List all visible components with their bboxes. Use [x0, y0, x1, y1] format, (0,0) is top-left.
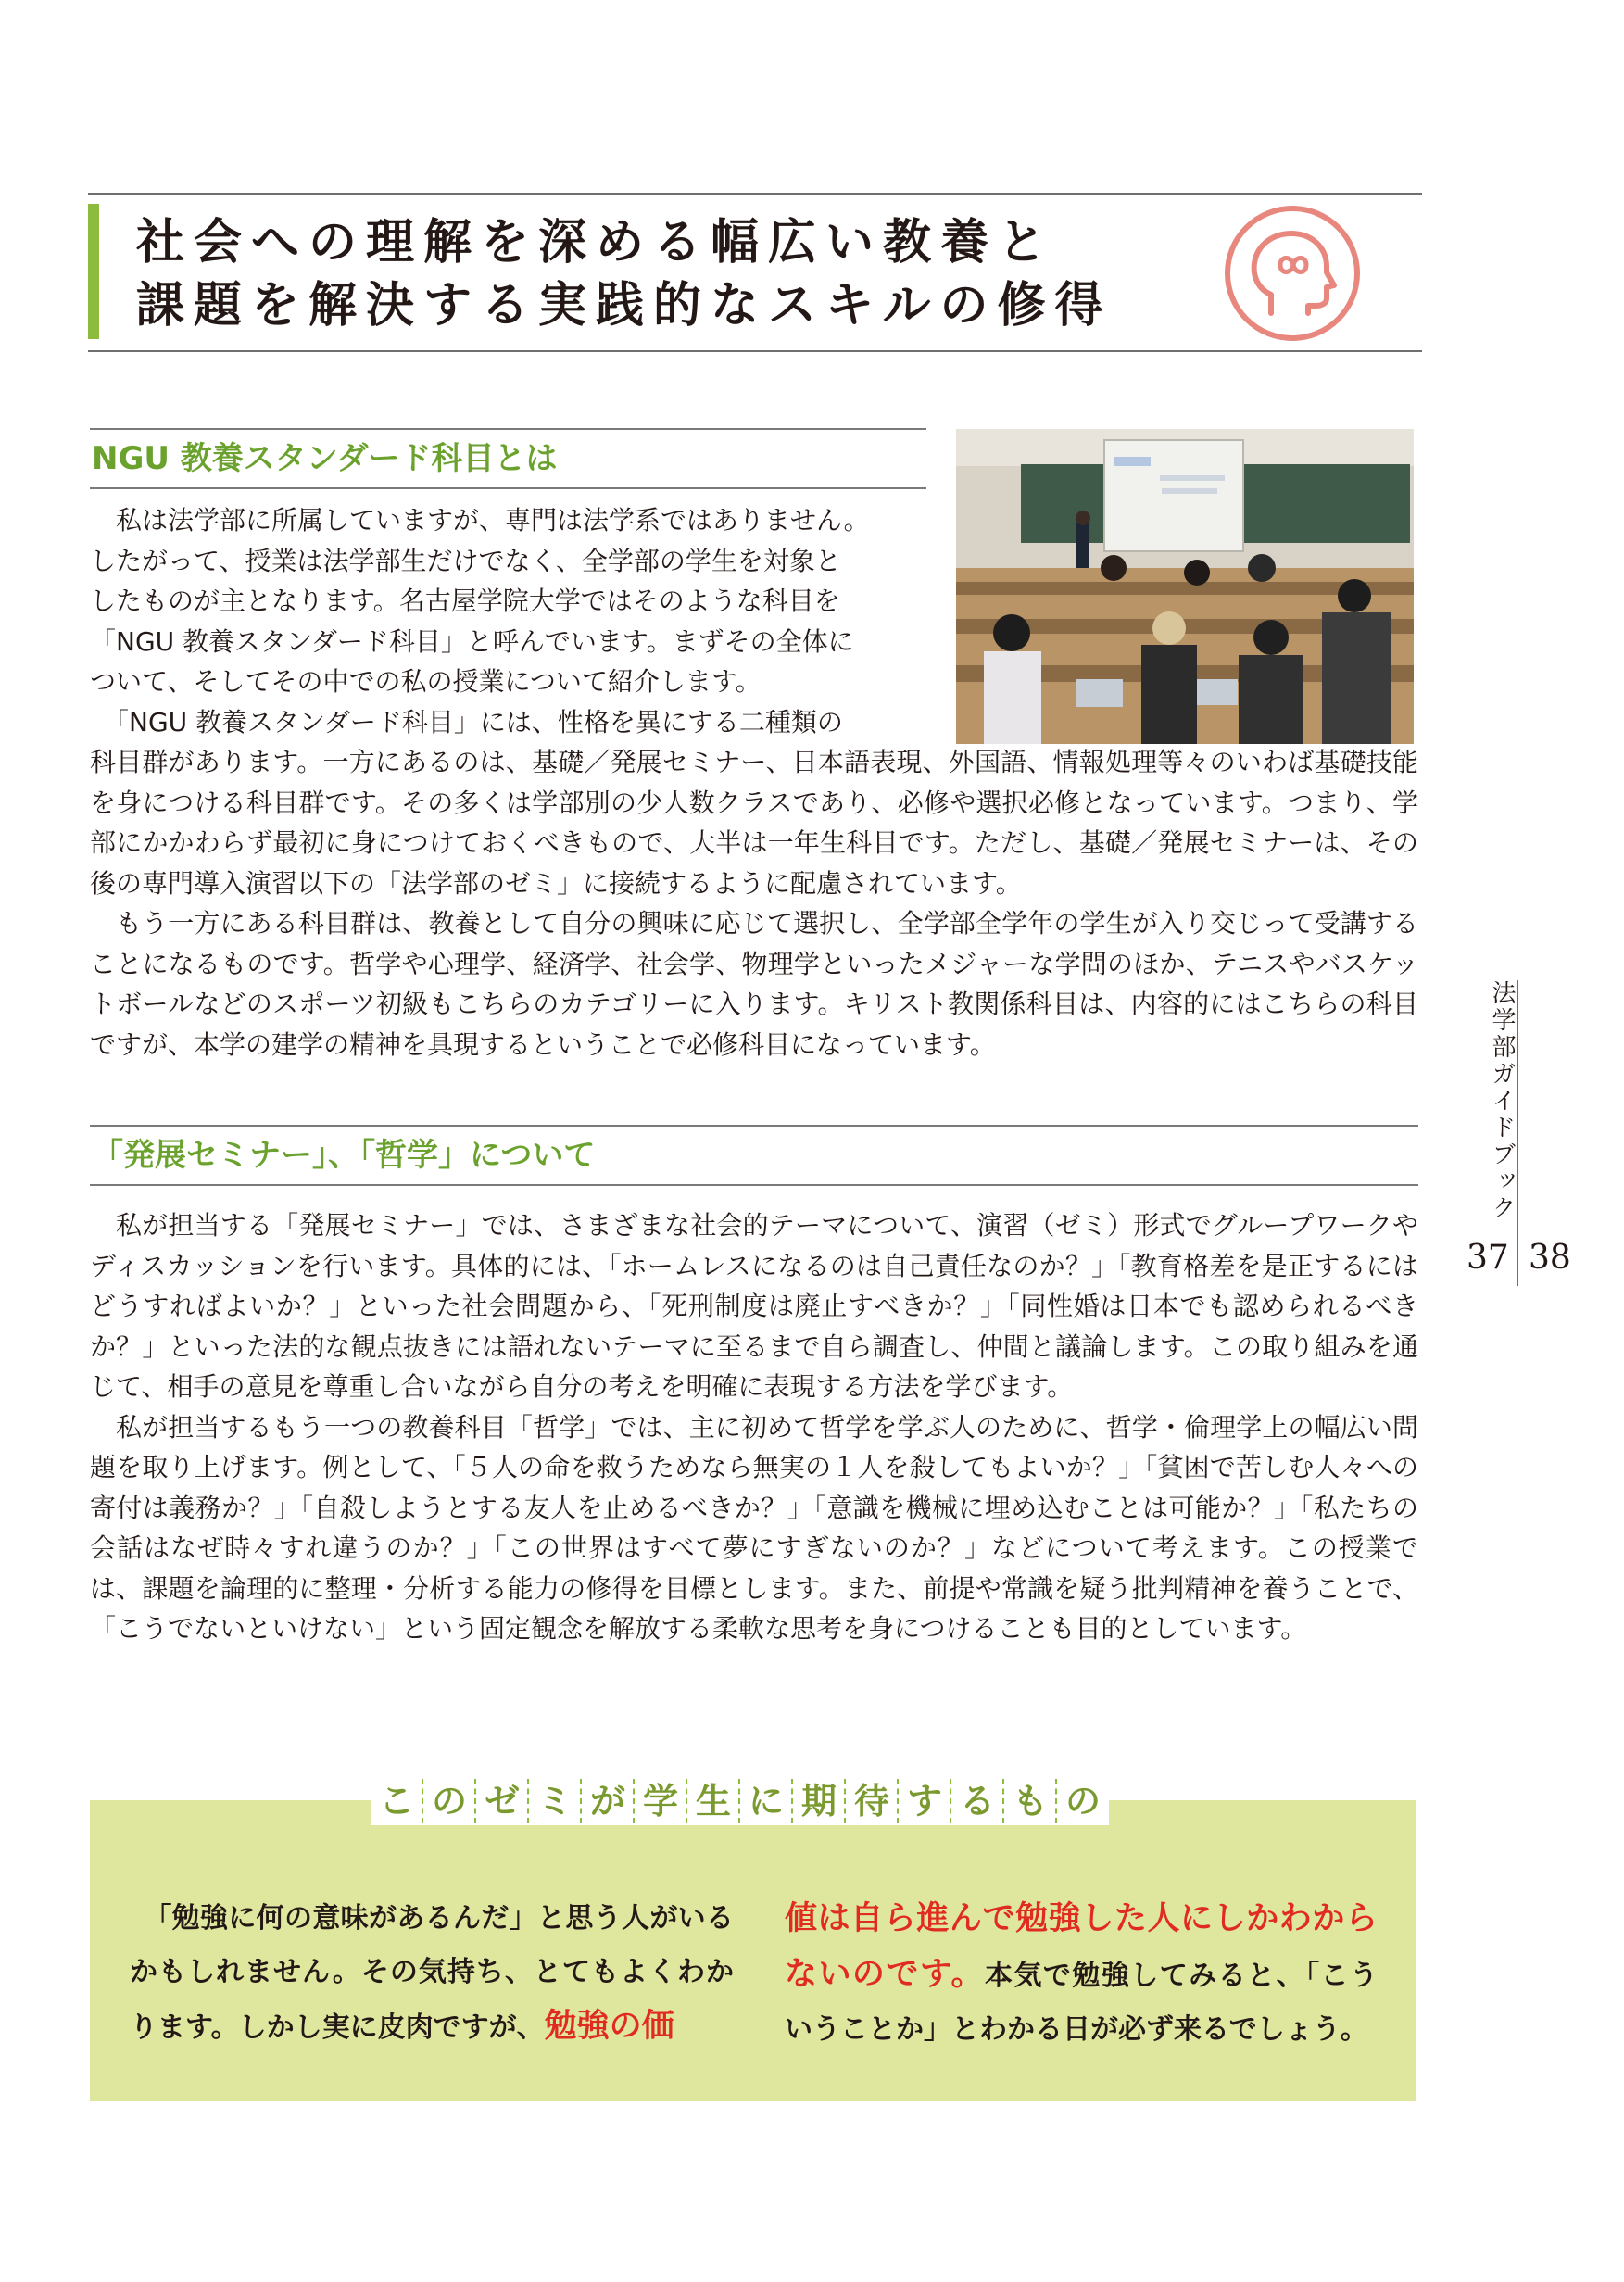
title-char: に: [742, 1779, 790, 1823]
title-char: ゼ: [478, 1779, 526, 1823]
title-sep: [791, 1779, 794, 1823]
title-char: す: [900, 1779, 949, 1823]
section-heading-bottom-rule: [90, 1184, 1418, 1186]
title-sep: [1055, 1779, 1058, 1823]
title-sep: [686, 1779, 688, 1823]
expectation-right-text: 本気で勉強してみると、「こういうことか」とわかる日が必ず来るでしょう。: [785, 1960, 1379, 2046]
expectation-left-emphasis: 勉強の価: [544, 2008, 674, 2045]
title-sep: [422, 1779, 424, 1823]
title-line-2: 課題を解決する実践的なスキルの修得: [136, 277, 1113, 334]
intro-line: 「NGU 教養スタンダード科目」と呼んでいます。まずその全体に: [90, 625, 854, 657]
section-heading-top-rule: [90, 428, 926, 430]
intro-line: したものが主となります。名古屋学院大学ではそのような科目を: [90, 586, 840, 616]
title-char: も: [1006, 1779, 1054, 1823]
section1-paragraph-3: もう一方にある科目群は、教養として自分の興味に応じて選択し、全学部全学年の学生が入り交じって受講することになるものです。哲学や心理学、経済学、社会学、物理学といったメジャーな学問のほか、テニスやバスケットボールなどのスポーツ初級もこちらのカテゴリーに入ります。キリスト教関係科目は、内容的にはこちらの科目ですが、本学の建学の精神を具現するということで必修科目になっています。: [90, 908, 1418, 1060]
title-char: ミ: [531, 1779, 579, 1823]
side-divider: [1517, 980, 1518, 1286]
section-heading-seminar-text: 「発展セミナー」、「哲学」について: [92, 1137, 596, 1174]
classroom-photo-illustration: [956, 429, 1414, 744]
title-line-1: 社会への理解を深める幅広い教養と: [136, 214, 1056, 271]
title-char: 待: [848, 1779, 896, 1823]
page-number-left: 37: [1467, 1239, 1509, 1277]
head-infinity-icon: [1223, 204, 1362, 343]
title-sep: [897, 1779, 900, 1823]
title-char: る: [953, 1779, 1001, 1823]
section-heading-top-rule: [90, 1125, 1418, 1127]
title-char: 学: [636, 1779, 685, 1823]
section1-intro-lines: [90, 500, 929, 742]
title-char: こ: [372, 1779, 421, 1823]
expectation-right-emphasis: 値は自ら進んで勉強した人にしかわからないのです。: [785, 1900, 1378, 1993]
title-sep: [738, 1779, 741, 1823]
page-title: [136, 211, 1112, 337]
classroom-photo: [956, 429, 1414, 744]
title-sep: [1002, 1779, 1005, 1823]
title-char: 生: [689, 1779, 737, 1823]
title-char: が: [584, 1779, 632, 1823]
intro-line: 「NGU 教養スタンダード科目」には、性格を異にする二種類の: [90, 706, 843, 738]
title-sep: [844, 1779, 847, 1823]
title-sep: [527, 1779, 530, 1823]
title-char: の: [425, 1779, 473, 1823]
title-sep: [580, 1779, 583, 1823]
guidebook-side-label: 法学部ガイドブック: [1488, 980, 1516, 1222]
intro-line: したがって、授業は法学部生だけでなく、全学部の学生を対象と: [90, 545, 841, 576]
section-heading-bottom-rule: [90, 487, 926, 489]
page-number-right: 38: [1529, 1239, 1571, 1277]
section1-body: [90, 742, 1418, 1065]
page-header: [88, 193, 1422, 352]
section1-paragraph-2-rest: 科目群があります。一方にあるのは、基礎／発展セミナー、日本語表現、外国語、情報処理等々のいわば基礎技能を身につける科目群です。その多くは学部別の少人数クラスであり、必修や選択必修となっています。つまり、学部にかかわらず最初に身につけておくべきもので、大半は一年生科目です。ただし、基礎／発展セミナーは、その後の専門導入演習以下の「法学部のゼミ」に接続するように配慮されています。: [90, 747, 1418, 899]
header-accent-bar: [88, 204, 99, 339]
title-sep: [474, 1779, 477, 1823]
section2-paragraph-1: 私が担当する「発展セミナー」では、さまざまな社会的テーマについて、演習（ゼミ）形式でグループワークやディスカッションを行います。具体的には、「ホームレスになるのは自己責任なのか？」「教育格差を是正するにはどうすればよいか？」といった社会問題から、「死刑制度は廃止すべきか？」「同性婚は日本でも認められるべきか？」といった法的な観点抜きには語れないテーマに至るまで自ら調査し、仲間と議論します。この取り組みを通じて、相手の意見を尊重し合いながら自分の考えを明確に表現する方法を学びます。: [90, 1210, 1418, 1402]
expectation-left-column: [130, 1892, 734, 2055]
title-char: の: [1059, 1779, 1107, 1823]
expectation-box-title: [371, 1779, 1109, 1825]
section-heading-seminar: [90, 1125, 1418, 1186]
expectation-right-column: [785, 1892, 1378, 2057]
section2-body: [90, 1205, 1418, 1649]
header-bottom-rule: [88, 350, 1422, 352]
title-char: 期: [795, 1779, 843, 1823]
section-heading-ngu: [90, 428, 926, 489]
intro-line: ついて、そしてその中での私の授業について紹介します。: [90, 666, 762, 697]
title-sep: [633, 1779, 636, 1823]
intro-line: 私は法学部に所属していますが、専門は法学系ではありません。: [90, 505, 870, 536]
section2-paragraph-2: 私が担当するもう一つの教養科目「哲学」では、主に初めて哲学を学ぶ人のために、哲学・倫理学上の幅広い問題を取り上げます。例として、「５人の命を救うためなら無実の１人を殺してもよいか？」「貧困で苦しむ人々への寄付は義務か？」「自殺しようとする友人を止めるべきか？」「意識を機械に埋め込むことは可能か？」「私たちの会話はなぜ時々すれ違うのか？」「この世界はすべて夢にすぎないのか？」などについて考えます。この授業では、課題を論理的に整理・分析する能力の修得を目標とします。また、前提や常識を疑う批判精神を養うことで、「こうでないといけない」という固定観念を解放する柔軟な思考を身につけることも目的としています。: [90, 1411, 1418, 1644]
expectation-left-text: 「勉強に何の意味があるんだ」と思う人がいるかもしれません。その気持ち、とてもよくわかります。しかし実に皮肉ですが、: [130, 1902, 734, 2044]
header-top-rule: [88, 193, 1422, 195]
title-sep: [950, 1779, 952, 1823]
section-heading-ngu-text: NGU 教養スタンダード科目とは: [92, 440, 558, 477]
